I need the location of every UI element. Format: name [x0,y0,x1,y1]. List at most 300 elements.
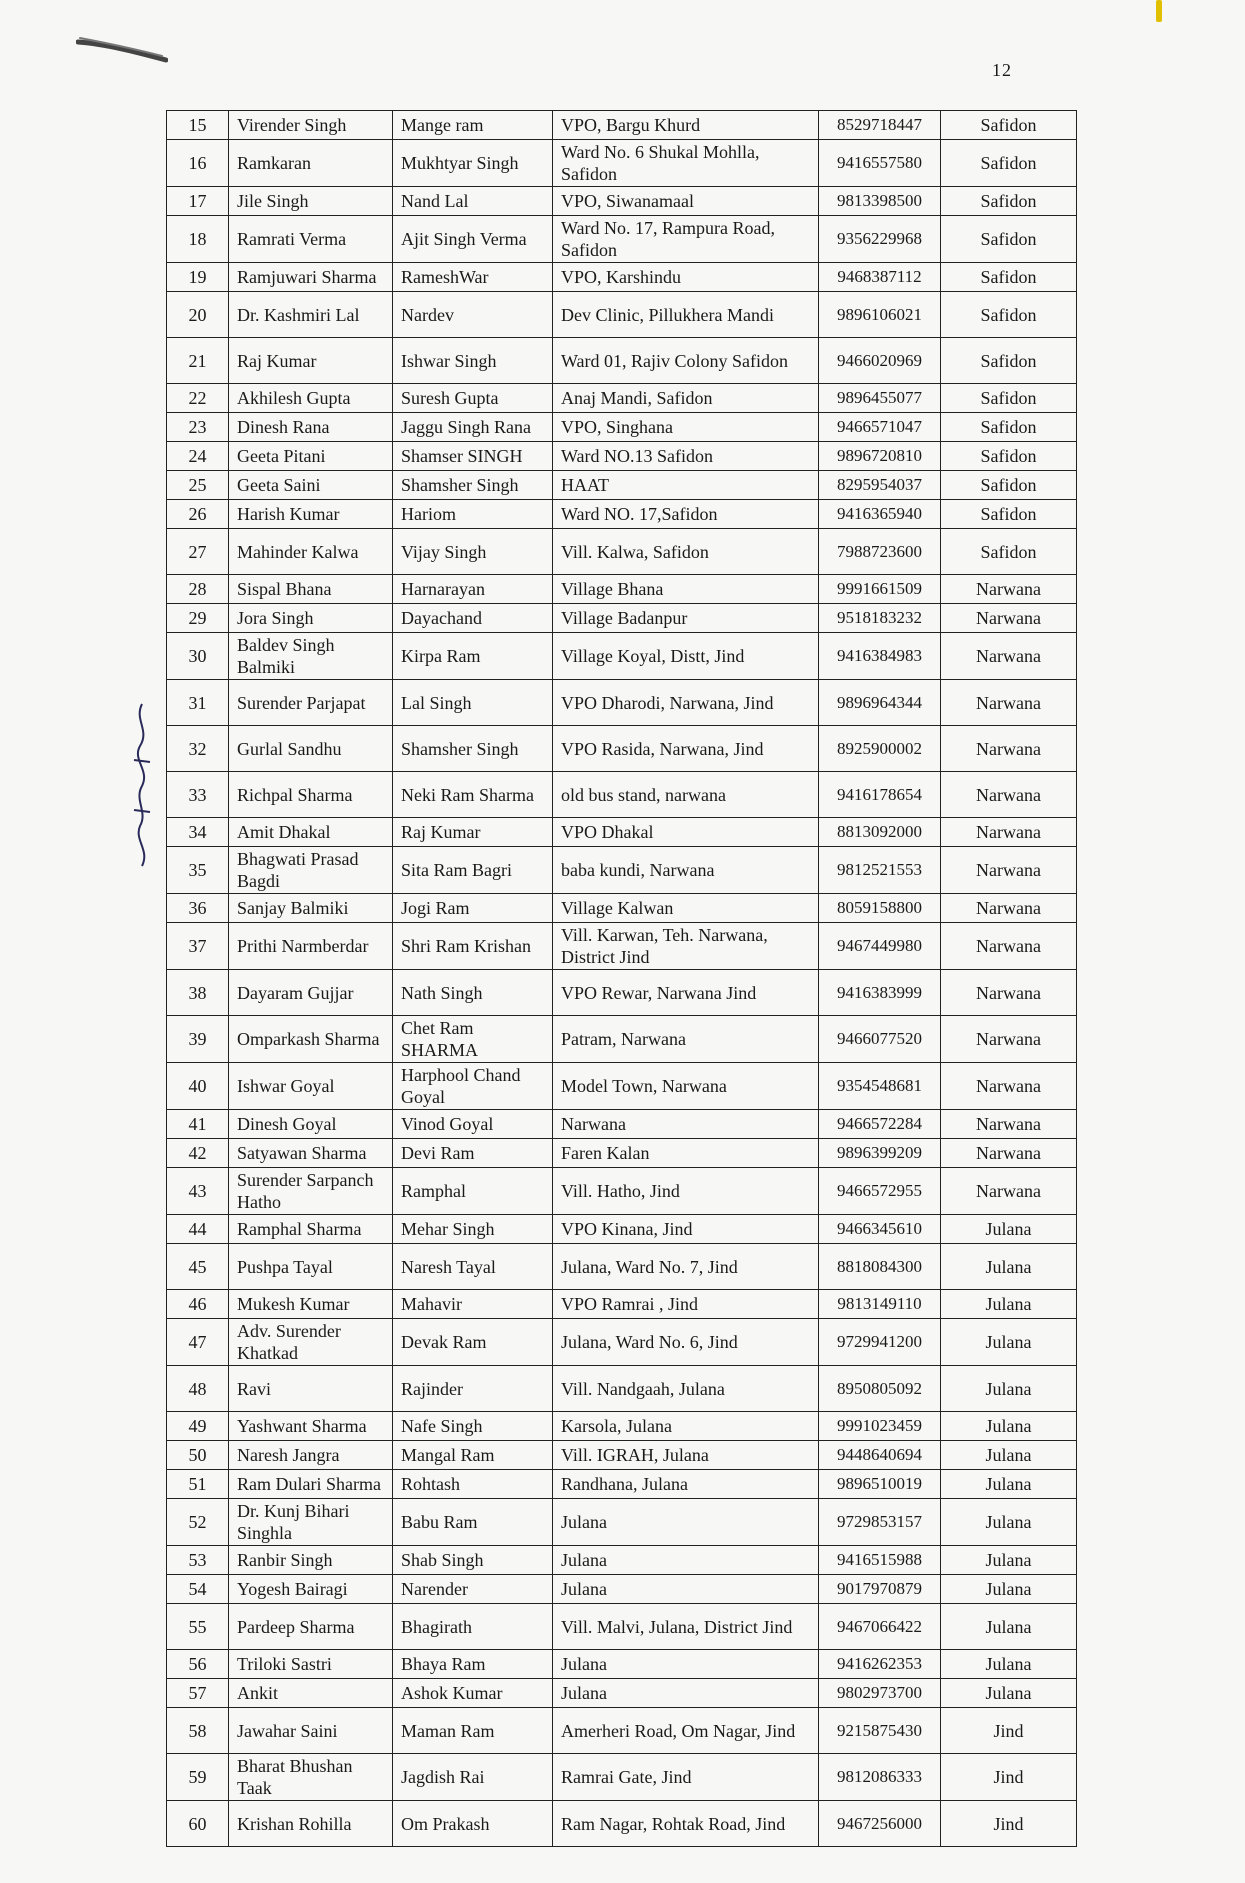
father-name-cell: Kirpa Ram [393,633,553,680]
address-cell: Julana [553,1546,819,1575]
address-cell: Amerheri Road, Om Nagar, Jind [553,1708,819,1754]
father-name-cell: Mange ram [393,111,553,140]
area-cell: Narwana [941,894,1077,923]
area-cell: Safidon [941,384,1077,413]
area-cell: Julana [941,1441,1077,1470]
father-name-cell: Shri Ram Krishan [393,923,553,970]
name-cell: Triloki Sastri [229,1650,393,1679]
mobile-number-cell: 9416262353 [819,1650,941,1679]
father-name-cell: Dayachand [393,604,553,633]
father-name-cell: Suresh Gupta [393,384,553,413]
mobile-number-cell: 9896399209 [819,1139,941,1168]
table-row [167,442,1077,471]
name-cell: Jile Singh [229,187,393,216]
mobile-number-cell: 8295954037 [819,471,941,500]
mobile-number-cell: 9813398500 [819,187,941,216]
table-row [167,1139,1077,1168]
table-row [167,338,1077,384]
area-cell: Julana [941,1575,1077,1604]
father-name-cell: RameshWar [393,263,553,292]
mobile-number-cell: 9991661509 [819,575,941,604]
serial-number-cell: 24 [167,442,229,471]
mobile-number-cell: 9416365940 [819,500,941,529]
area-cell: Julana [941,1650,1077,1679]
table-row [167,1290,1077,1319]
table-row [167,1168,1077,1215]
area-cell: Safidon [941,442,1077,471]
table-row [167,529,1077,575]
area-cell: Narwana [941,575,1077,604]
area-cell: Julana [941,1412,1077,1441]
area-cell: Narwana [941,604,1077,633]
mobile-number-cell: 9468387112 [819,263,941,292]
name-cell: Virender Singh [229,111,393,140]
area-cell: Julana [941,1499,1077,1546]
father-name-cell: Rohtash [393,1470,553,1499]
area-cell: Safidon [941,413,1077,442]
table-row [167,894,1077,923]
mobile-number-cell: 9896720810 [819,442,941,471]
name-cell: Naresh Jangra [229,1441,393,1470]
mobile-number-cell: 9812086333 [819,1754,941,1801]
serial-number-cell: 49 [167,1412,229,1441]
address-cell: Ward No. 17, Rampura Road, Safidon [553,216,819,263]
mobile-number-cell: 9729941200 [819,1319,941,1366]
area-cell: Safidon [941,263,1077,292]
handwritten-signature [130,700,154,870]
serial-number-cell: 38 [167,970,229,1016]
table-row [167,1110,1077,1139]
serial-number-cell: 46 [167,1290,229,1319]
table-row [167,1412,1077,1441]
serial-number-cell: 33 [167,772,229,818]
name-cell: Dayaram Gujjar [229,970,393,1016]
serial-number-cell: 39 [167,1016,229,1063]
table-row [167,604,1077,633]
area-cell: Narwana [941,847,1077,894]
highlighter-mark [1156,0,1162,22]
mobile-number-cell: 9518183232 [819,604,941,633]
serial-number-cell: 19 [167,263,229,292]
area-cell: Julana [941,1290,1077,1319]
table-row [167,1575,1077,1604]
serial-number-cell: 21 [167,338,229,384]
area-cell: Safidon [941,338,1077,384]
name-cell: Harish Kumar [229,500,393,529]
table-row [167,1319,1077,1366]
father-name-cell: Mukhtyar Singh [393,140,553,187]
mobile-number-cell: 8529718447 [819,111,941,140]
serial-number-cell: 26 [167,500,229,529]
name-cell: Ramphal Sharma [229,1215,393,1244]
father-name-cell: Mehar Singh [393,1215,553,1244]
address-cell: VPO Dharodi, Narwana, Jind [553,680,819,726]
serial-number-cell: 53 [167,1546,229,1575]
mobile-number-cell: 9467066422 [819,1604,941,1650]
serial-number-cell: 54 [167,1575,229,1604]
address-cell: Vill. Malvi, Julana, District Jind [553,1604,819,1650]
serial-number-cell: 58 [167,1708,229,1754]
page-number: 12 [992,60,1012,80]
name-cell: Gurlal Sandhu [229,726,393,772]
address-cell: Ward No. 6 Shukal Mohlla, Safidon [553,140,819,187]
address-cell: Faren Kalan [553,1139,819,1168]
table-row [167,1546,1077,1575]
area-cell: Julana [941,1546,1077,1575]
name-cell: Dr. Kunj Bihari Singhla [229,1499,393,1546]
serial-number-cell: 16 [167,140,229,187]
address-cell: Village Kalwan [553,894,819,923]
address-cell: Patram, Narwana [553,1016,819,1063]
serial-number-cell: 59 [167,1754,229,1801]
area-cell: Narwana [941,1016,1077,1063]
serial-number-cell: 51 [167,1470,229,1499]
address-cell: Dev Clinic, Pillukhera Mandi [553,292,819,338]
mobile-number-cell: 9215875430 [819,1708,941,1754]
mobile-number-cell: 9896106021 [819,292,941,338]
table-row [167,923,1077,970]
name-cell: Ranbir Singh [229,1546,393,1575]
serial-number-cell: 60 [167,1801,229,1847]
mobile-number-cell: 9354548681 [819,1063,941,1110]
area-cell: Safidon [941,111,1077,140]
father-name-cell: Neki Ram Sharma [393,772,553,818]
table-row [167,111,1077,140]
serial-number-cell: 55 [167,1604,229,1650]
name-cell: Baldev Singh Balmiki [229,633,393,680]
address-cell: VPO, Bargu Khurd [553,111,819,140]
father-name-cell: Jaggu Singh Rana [393,413,553,442]
address-cell: Model Town, Narwana [553,1063,819,1110]
serial-number-cell: 44 [167,1215,229,1244]
address-cell: Julana, Ward No. 7, Jind [553,1244,819,1290]
table-row [167,970,1077,1016]
father-name-cell: Ajit Singh Verma [393,216,553,263]
father-name-cell: Shab Singh [393,1546,553,1575]
mobile-number-cell: 8950805092 [819,1366,941,1412]
mobile-number-cell: 9466077520 [819,1016,941,1063]
father-name-cell: Harnarayan [393,575,553,604]
serial-number-cell: 29 [167,604,229,633]
area-cell: Narwana [941,680,1077,726]
mobile-number-cell: 9466020969 [819,338,941,384]
serial-number-cell: 35 [167,847,229,894]
table-row [167,292,1077,338]
father-name-cell: Om Prakash [393,1801,553,1847]
table-row [167,1215,1077,1244]
table-row [167,263,1077,292]
address-cell: old bus stand, narwana [553,772,819,818]
table-row [167,575,1077,604]
father-name-cell: Vijay Singh [393,529,553,575]
mobile-number-cell: 9467449980 [819,923,941,970]
mobile-number-cell: 9466572955 [819,1168,941,1215]
area-cell: Julana [941,1244,1077,1290]
name-cell: Omparkash Sharma [229,1016,393,1063]
address-cell: Vill. Kalwa, Safidon [553,529,819,575]
table-row [167,187,1077,216]
mobile-number-cell: 9896510019 [819,1470,941,1499]
area-cell: Narwana [941,1063,1077,1110]
father-name-cell: Maman Ram [393,1708,553,1754]
serial-number-cell: 15 [167,111,229,140]
father-name-cell: Naresh Tayal [393,1244,553,1290]
father-name-cell: Mahavir [393,1290,553,1319]
mobile-number-cell: 9812521553 [819,847,941,894]
table-row [167,1650,1077,1679]
table-row [167,1441,1077,1470]
serial-number-cell: 22 [167,384,229,413]
address-cell: Narwana [553,1110,819,1139]
name-cell: Jora Singh [229,604,393,633]
serial-number-cell: 52 [167,1499,229,1546]
father-name-cell: Hariom [393,500,553,529]
area-cell: Julana [941,1215,1077,1244]
table-row [167,1244,1077,1290]
table-row [167,1708,1077,1754]
area-cell: Julana [941,1470,1077,1499]
father-name-cell: Nath Singh [393,970,553,1016]
mobile-number-cell: 9416178654 [819,772,941,818]
serial-number-cell: 57 [167,1679,229,1708]
father-name-cell: Jogi Ram [393,894,553,923]
name-cell: Bharat Bhushan Taak [229,1754,393,1801]
name-cell: Sispal Bhana [229,575,393,604]
mobile-number-cell: 9416515988 [819,1546,941,1575]
father-name-cell: Ashok Kumar [393,1679,553,1708]
father-name-cell: Narender [393,1575,553,1604]
address-cell: VPO Dhakal [553,818,819,847]
name-cell: Dinesh Rana [229,413,393,442]
name-cell: Jawahar Saini [229,1708,393,1754]
table-row [167,1499,1077,1546]
area-cell: Safidon [941,216,1077,263]
name-cell: Ramkaran [229,140,393,187]
name-cell: Pardeep Sharma [229,1604,393,1650]
address-cell: Anaj Mandi, Safidon [553,384,819,413]
father-name-cell: Shamsher Singh [393,726,553,772]
table-row [167,1470,1077,1499]
address-cell: Village Bhana [553,575,819,604]
serial-number-cell: 45 [167,1244,229,1290]
area-cell: Jind [941,1708,1077,1754]
address-cell: Vill. Nandgaah, Julana [553,1366,819,1412]
table-row [167,216,1077,263]
mobile-number-cell: 9813149110 [819,1290,941,1319]
name-cell: Ravi [229,1366,393,1412]
area-cell: Narwana [941,726,1077,772]
mobile-number-cell: 8818084300 [819,1244,941,1290]
area-cell: Safidon [941,187,1077,216]
name-cell: Bhagwati Prasad Bagdi [229,847,393,894]
mobile-number-cell: 9896964344 [819,680,941,726]
table-row [167,1679,1077,1708]
father-name-cell: Shamser SINGH [393,442,553,471]
mobile-number-cell: 8925900002 [819,726,941,772]
area-cell: Julana [941,1319,1077,1366]
address-cell: Vill. IGRAH, Julana [553,1441,819,1470]
table-row [167,772,1077,818]
name-cell: Ramrati Verma [229,216,393,263]
mobile-number-cell: 7988723600 [819,529,941,575]
father-name-cell: Lal Singh [393,680,553,726]
mobile-number-cell: 9467256000 [819,1801,941,1847]
table-row [167,1016,1077,1063]
serial-number-cell: 48 [167,1366,229,1412]
serial-number-cell: 56 [167,1650,229,1679]
address-cell: Ward NO. 17,Safidon [553,500,819,529]
name-cell: Surender Sarpanch Hatho [229,1168,393,1215]
mobile-number-cell: 9416384983 [819,633,941,680]
mobile-number-cell: 8059158800 [819,894,941,923]
member-list-table [166,110,1077,1847]
address-cell: VPO, Singhana [553,413,819,442]
serial-number-cell: 40 [167,1063,229,1110]
name-cell: Dinesh Goyal [229,1110,393,1139]
pen-stroke-mark [76,34,168,64]
father-name-cell: Ramphal [393,1168,553,1215]
serial-number-cell: 47 [167,1319,229,1366]
serial-number-cell: 20 [167,292,229,338]
address-cell: HAAT [553,471,819,500]
table-row [167,1754,1077,1801]
address-cell: Village Koyal, Distt, Jind [553,633,819,680]
mobile-number-cell: 9466345610 [819,1215,941,1244]
table-row [167,1604,1077,1650]
name-cell: Ankit [229,1679,393,1708]
table-row [167,1366,1077,1412]
name-cell: Satyawan Sharma [229,1139,393,1168]
area-cell: Julana [941,1604,1077,1650]
mobile-number-cell: 9448640694 [819,1441,941,1470]
serial-number-cell: 17 [167,187,229,216]
father-name-cell: Devak Ram [393,1319,553,1366]
serial-number-cell: 34 [167,818,229,847]
mobile-number-cell: 9896455077 [819,384,941,413]
area-cell: Julana [941,1679,1077,1708]
mobile-number-cell: 9416557580 [819,140,941,187]
name-cell: Krishan Rohilla [229,1801,393,1847]
serial-number-cell: 31 [167,680,229,726]
area-cell: Safidon [941,471,1077,500]
address-cell: Randhana, Julana [553,1470,819,1499]
name-cell: Ramjuwari Sharma [229,263,393,292]
serial-number-cell: 32 [167,726,229,772]
mobile-number-cell: 9729853157 [819,1499,941,1546]
area-cell: Safidon [941,529,1077,575]
name-cell: Richpal Sharma [229,772,393,818]
area-cell: Julana [941,1366,1077,1412]
father-name-cell: Bhagirath [393,1604,553,1650]
area-cell: Jind [941,1754,1077,1801]
father-name-cell: Shamsher Singh [393,471,553,500]
father-name-cell: Raj Kumar [393,818,553,847]
name-cell: Raj Kumar [229,338,393,384]
address-cell: Ward NO.13 Safidon [553,442,819,471]
address-cell: Ramrai Gate, Jind [553,1754,819,1801]
address-cell: Ward 01, Rajiv Colony Safidon [553,338,819,384]
father-name-cell: Rajinder [393,1366,553,1412]
father-name-cell: Devi Ram [393,1139,553,1168]
address-cell: VPO Kinana, Jind [553,1215,819,1244]
serial-number-cell: 25 [167,471,229,500]
table-row [167,818,1077,847]
name-cell: Akhilesh Gupta [229,384,393,413]
address-cell: Julana [553,1679,819,1708]
name-cell: Sanjay Balmiki [229,894,393,923]
serial-number-cell: 50 [167,1441,229,1470]
address-cell: VPO, Karshindu [553,263,819,292]
table-row [167,413,1077,442]
area-cell: Narwana [941,923,1077,970]
name-cell: Prithi Narmberdar [229,923,393,970]
father-name-cell: Mangal Ram [393,1441,553,1470]
name-cell: Surender Parjapat [229,680,393,726]
address-cell: VPO Ramrai , Jind [553,1290,819,1319]
father-name-cell: Babu Ram [393,1499,553,1546]
mobile-number-cell: 9416383999 [819,970,941,1016]
table-row [167,384,1077,413]
name-cell: Pushpa Tayal [229,1244,393,1290]
serial-number-cell: 42 [167,1139,229,1168]
name-cell: Geeta Pitani [229,442,393,471]
mobile-number-cell: 8813092000 [819,818,941,847]
address-cell: Ram Nagar, Rohtak Road, Jind [553,1801,819,1847]
table-row [167,633,1077,680]
table-row [167,680,1077,726]
name-cell: Ishwar Goyal [229,1063,393,1110]
table-row [167,140,1077,187]
address-cell: VPO Rasida, Narwana, Jind [553,726,819,772]
name-cell: Adv. Surender Khatkad [229,1319,393,1366]
name-cell: Yogesh Bairagi [229,1575,393,1604]
serial-number-cell: 30 [167,633,229,680]
table-body [167,111,1077,1847]
mobile-number-cell: 9991023459 [819,1412,941,1441]
name-cell: Amit Dhakal [229,818,393,847]
area-cell: Narwana [941,633,1077,680]
mobile-number-cell: 9802973700 [819,1679,941,1708]
serial-number-cell: 28 [167,575,229,604]
address-cell: Vill. Karwan, Teh. Narwana, District Jind [553,923,819,970]
name-cell: Mahinder Kalwa [229,529,393,575]
serial-number-cell: 37 [167,923,229,970]
address-cell: Vill. Hatho, Jind [553,1168,819,1215]
serial-number-cell: 23 [167,413,229,442]
mobile-number-cell: 9017970879 [819,1575,941,1604]
mobile-number-cell: 9356229968 [819,216,941,263]
address-cell: Julana [553,1575,819,1604]
serial-number-cell: 36 [167,894,229,923]
address-cell: Karsola, Julana [553,1412,819,1441]
table-row [167,1063,1077,1110]
area-cell: Narwana [941,772,1077,818]
father-name-cell: Sita Ram Bagri [393,847,553,894]
address-cell: baba kundi, Narwana [553,847,819,894]
table-row [167,1801,1077,1847]
address-cell: Village Badanpur [553,604,819,633]
father-name-cell: Nand Lal [393,187,553,216]
serial-number-cell: 41 [167,1110,229,1139]
name-cell: Geeta Saini [229,471,393,500]
area-cell: Safidon [941,292,1077,338]
address-cell: Julana [553,1650,819,1679]
address-cell: VPO Rewar, Narwana Jind [553,970,819,1016]
area-cell: Narwana [941,1139,1077,1168]
address-cell: VPO, Siwanamaal [553,187,819,216]
serial-number-cell: 18 [167,216,229,263]
father-name-cell: Chet Ram SHARMA [393,1016,553,1063]
